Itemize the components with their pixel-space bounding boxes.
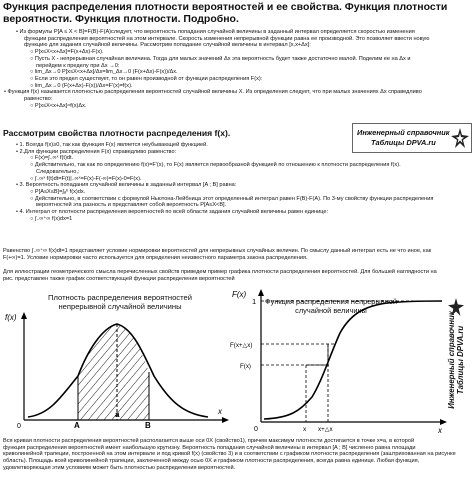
x-axis-label: x bbox=[218, 407, 222, 416]
x-axis-arrow bbox=[222, 417, 229, 423]
tick-x: x bbox=[303, 426, 307, 433]
tick-A: A bbox=[74, 421, 80, 430]
text-line: Для иллюстрации геометрического смысла перечисленных свойств приведем пример графика плотности распределения вероятностей. Для большей наглядности на bbox=[3, 269, 437, 275]
text-line: F(+∞)=1. Условие нормировки часто используется для определения неизвестного параметра закона распределения. bbox=[3, 254, 308, 261]
logo-line-2: Таблицы DPVA.ru bbox=[456, 325, 465, 395]
y-axis-arrow bbox=[258, 289, 264, 296]
text-line: область). Площадь всей криволинейной трапеции, заключенной между осью 0X и графиком плотности распределения, всегда равна единице. Любая функция, bbox=[3, 458, 420, 465]
text-line: • Из формулы P[A ≤ X < B]=F(B)-F(A)следует, что вероятность попадания случайной величины в заданный интервал определяется скоростью изменения bbox=[16, 29, 415, 35]
text-line: функции распределения вероятностей на этом интервале. Скорость изменения непрерывной функции равна ее производной. Это позволяет ввести новую bbox=[24, 35, 430, 42]
section-density-properties bbox=[16, 142, 433, 222]
paragraph-conclusion bbox=[3, 438, 456, 472]
text-line: ○ ∫₋∞ˣ f(t)dt=F(t)|₋∞ˣ=F(x)-F(-∞)=F(x)-0=F(x). bbox=[30, 175, 142, 182]
paragraph-normalization bbox=[3, 248, 431, 261]
text-line: • 2.Для функции распределения F(x) справедливо равенство: bbox=[16, 148, 177, 155]
text-line: ○ Действительно, так как по определению f(x)=F'(x), то F(x) является первообразной функцией по отношению к плотности распределения f(x). bbox=[30, 162, 401, 169]
text-line: рис. представлен также график соответствующей функции распределения вероятностей bbox=[3, 275, 235, 282]
text-line: функцию для задания случайной величины. Рассмотрим попадание случайной величины в интервал [x,x+Δx]: bbox=[24, 42, 311, 49]
text-line: равенство: bbox=[24, 96, 53, 103]
text-line: ○ lim_Δx→0 P[x≤X<x+Δx]/Δx=lim_Δx→0 (F(x+Δx)-F(x))/Δx. bbox=[30, 69, 178, 76]
section-properties-heading: Рассмотрим свойства плотности распределения f(x). bbox=[3, 128, 231, 138]
origin-label: 0 bbox=[17, 423, 21, 430]
tick-xdx: x+△x bbox=[318, 426, 333, 433]
tick-one: 1 bbox=[252, 297, 257, 306]
text-line: ○ Если это предел существует, то он равен производной от функции распределения F(x): bbox=[30, 75, 263, 82]
cdf-graph bbox=[230, 285, 450, 435]
text-line: • 4. Интеграл от плотности распределения вероятностей по всей области задания случайной величины равен единице: bbox=[16, 209, 329, 216]
graph-title-line: Функция распределения непрерывной bbox=[265, 297, 397, 306]
text-line: Следовательно,: bbox=[36, 168, 80, 175]
paragraph-illustration bbox=[3, 269, 437, 282]
text-line: перейдем к пределу при Δx →0: bbox=[36, 62, 120, 69]
logo-line-1: Инженерный справочник bbox=[447, 311, 456, 409]
text-line: вероятностей эта разность и представляет собой вероятность P[A≤X<B]. bbox=[36, 202, 227, 209]
logo-line-2: Таблицы DPVA.ru bbox=[371, 138, 436, 147]
tick-Fxdx: F(x+△x) bbox=[230, 342, 253, 349]
graph-density-title bbox=[30, 293, 210, 311]
text-line: криволинейной трапеции, построенной на этом интервале и под кривой f(x) (свойство 3) и в соответствии с графиком плотности распределения (заштрихованная на рисунке bbox=[3, 451, 456, 458]
cdf-curve bbox=[264, 301, 442, 419]
tick-Fx: F(x) bbox=[240, 363, 251, 370]
text-line: ○ F(x)=∫₋∞ˣ f(t)dt. bbox=[30, 155, 74, 162]
logo-line-1: Инженерный справочник bbox=[357, 128, 450, 137]
graph-title-line: непрерывной случайной величины bbox=[58, 302, 182, 311]
graph-title-line: случайной величины bbox=[295, 306, 367, 315]
star-icon bbox=[451, 128, 469, 148]
origin-label: 0 bbox=[254, 426, 258, 433]
text-line: Равенство ∫₋∞⁺∞ f(x)dt=1 представляет условие нормировки вероятностей для непрерывных случайных величин. По смыслу данный интеграл есть не что иное, как bbox=[3, 248, 432, 254]
density-graph bbox=[0, 310, 230, 430]
x-axis-label: x bbox=[438, 426, 442, 435]
logo-side bbox=[443, 298, 469, 422]
y-axis-label: f(x) bbox=[5, 313, 17, 322]
text-line: ○ Действительно, в соответствии с формулой Ньютона-Лейбница этот определенный интеграл равен F(B)-F(A). По 3-му свойству функции распределения bbox=[30, 195, 434, 202]
text-line: ○ lim_Δx→0 (F(x+Δx)-F(x))/Δx=F'(x)=f(x). bbox=[30, 82, 133, 89]
y-axis-label: F(x) bbox=[232, 290, 247, 299]
y-axis-arrow bbox=[21, 312, 27, 319]
text-line: ○ Пусть X - непрерывная случайная величина. Тогда для малых значений Δx эта вероятность будет также достаточно малой. Поделим ее на Δx и bbox=[30, 55, 411, 62]
graph-title-line: Плотность распределения вероятностей bbox=[48, 293, 192, 302]
text-line: Вся кривая плотности распределения вероятностей располагается выше оси 0X (свойство1), причем максимум плотности достигается в точке x=a, в которой bbox=[3, 438, 415, 444]
tick-B: B bbox=[145, 421, 151, 430]
probability-area bbox=[78, 324, 149, 420]
text-line: ○ P[x≤X<x+Δx]≈f(x)Δx. bbox=[30, 102, 87, 109]
text-line: ○ ∫₋∞⁺∞ f(x)dx=1 bbox=[30, 215, 73, 222]
star-icon bbox=[448, 298, 464, 316]
text-line: функция распределения вероятностей имеет наибольшую крутизну. Вероятность попадания случайной величины в интервал [A ; B] численно равна площади bbox=[3, 444, 416, 451]
text-line: • Функция f(x) называется плотностью распределения вероятностей случайной величины X. Из определения следует, что при малых значениях Δx справедливо bbox=[4, 89, 422, 96]
text-line: ○ P[x≤X<x+Δx]=F(x+Δx)-F(x). bbox=[30, 49, 104, 56]
page-title: Функция распределения плотности вероятностей и ее свойства. Функция плотности вероятности. Функция плотности. Подробно. bbox=[3, 1, 448, 25]
text-line: удовлетворяющая этим условиям может быть плотностью распределения вероятностей. bbox=[3, 464, 236, 471]
tick-a: a bbox=[115, 410, 120, 419]
text-line: • 3. Вероятность попадания случайной величины в заданный интервал [A ; B] равна: bbox=[16, 182, 237, 189]
text-line: • 1. Всегда f(x)≥0, так как функция F(x) является неубывающей функцией. bbox=[16, 142, 208, 148]
text-line: ○ P[A≤X≤B]=∫ₐᵇ f(x)dx. bbox=[30, 188, 86, 195]
section-density-definition bbox=[4, 29, 430, 109]
